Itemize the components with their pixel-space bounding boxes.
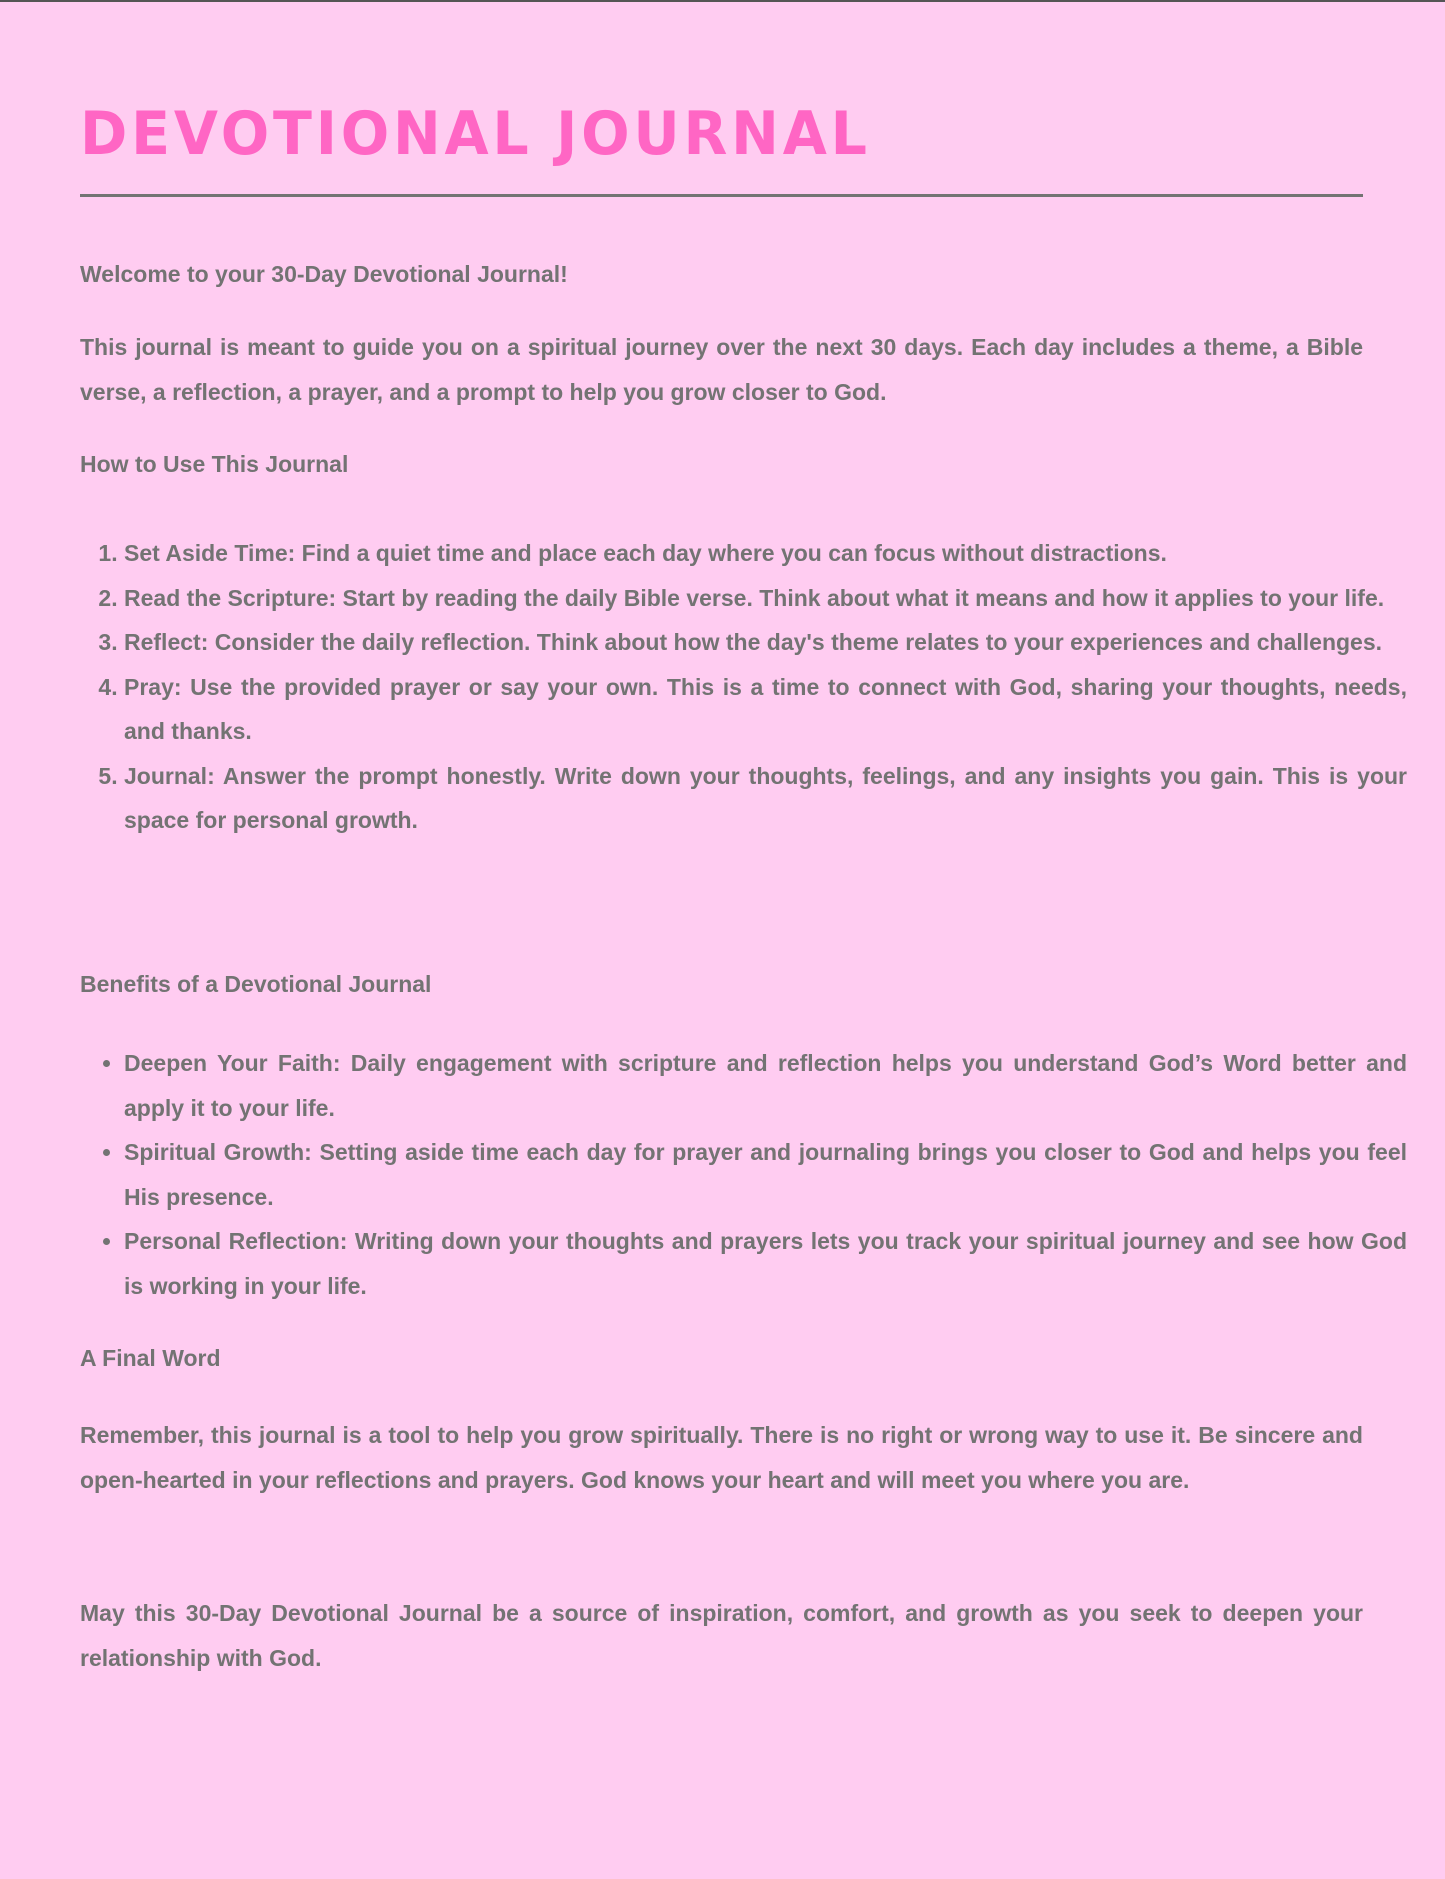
intro-heading: Welcome to your 30-Day Devotional Journal! <box>80 261 568 287</box>
list-item: 1. Set Aside Time: Find a quiet time and place each day where you can focus without distractions. <box>124 531 1407 576</box>
intro-paragraph: This journal is meant to guide you on a spiritual journey over the next 30 days. Each day includes a theme, a Bible verse, a reflection, a prayer, and a prompt to help you grow closer to God. <box>80 334 1363 405</box>
closing-paragraph: May this 30-Day Devotional Journal be a source of inspiration, comfort, and growth as you seek to deepen your relationship with God. <box>80 1600 1363 1671</box>
list-item: • Personal Reflection: Writing down your thoughts and prayers lets you track your spiritual journey and see how God is working in your life. <box>124 1219 1407 1308</box>
page-title: DEVOTIONAL JOURNAL <box>80 99 871 169</box>
benefits-heading: Benefits of a Devotional Journal <box>80 971 432 997</box>
list-item: 4. Pray: Use the provided prayer or say your own. This is a time to connect with God, sharing your thoughts, needs, and thanks. <box>124 665 1407 754</box>
benefits-list <box>80 1041 1407 1308</box>
final-paragraph: Remember, this journal is a tool to help you grow spiritually. There is no right or wrong way to use it. Be sincere and open-hearted in your reflections and prayers. God knows your heart and will meet you where you are. <box>80 1422 1363 1493</box>
how-to-steps-list <box>80 531 1407 843</box>
list-item: • Deepen Your Faith: Daily engagement with scripture and reflection helps you understand God’s Word better and apply it to your life. <box>124 1041 1407 1130</box>
final-heading: A Final Word <box>80 1345 221 1371</box>
how-to-heading: How to Use This Journal <box>80 451 349 477</box>
list-item: 3. Reflect: Consider the daily reflection. Think about how the day's theme relates to your experiences and challenges. <box>124 620 1407 665</box>
list-item: 2. Read the Scripture: Start by reading the daily Bible verse. Think about what it means and how it applies to your life. <box>124 576 1407 621</box>
list-item: • Spiritual Growth: Setting aside time each day for prayer and journaling brings you closer to God and helps you feel His presence. <box>124 1130 1407 1219</box>
list-item: 5. Journal: Answer the prompt honestly. Write down your thoughts, feelings, and any insights you gain. This is your space for personal growth. <box>124 754 1407 843</box>
title-divider <box>80 194 1363 197</box>
journal-page <box>80 2 1407 1671</box>
